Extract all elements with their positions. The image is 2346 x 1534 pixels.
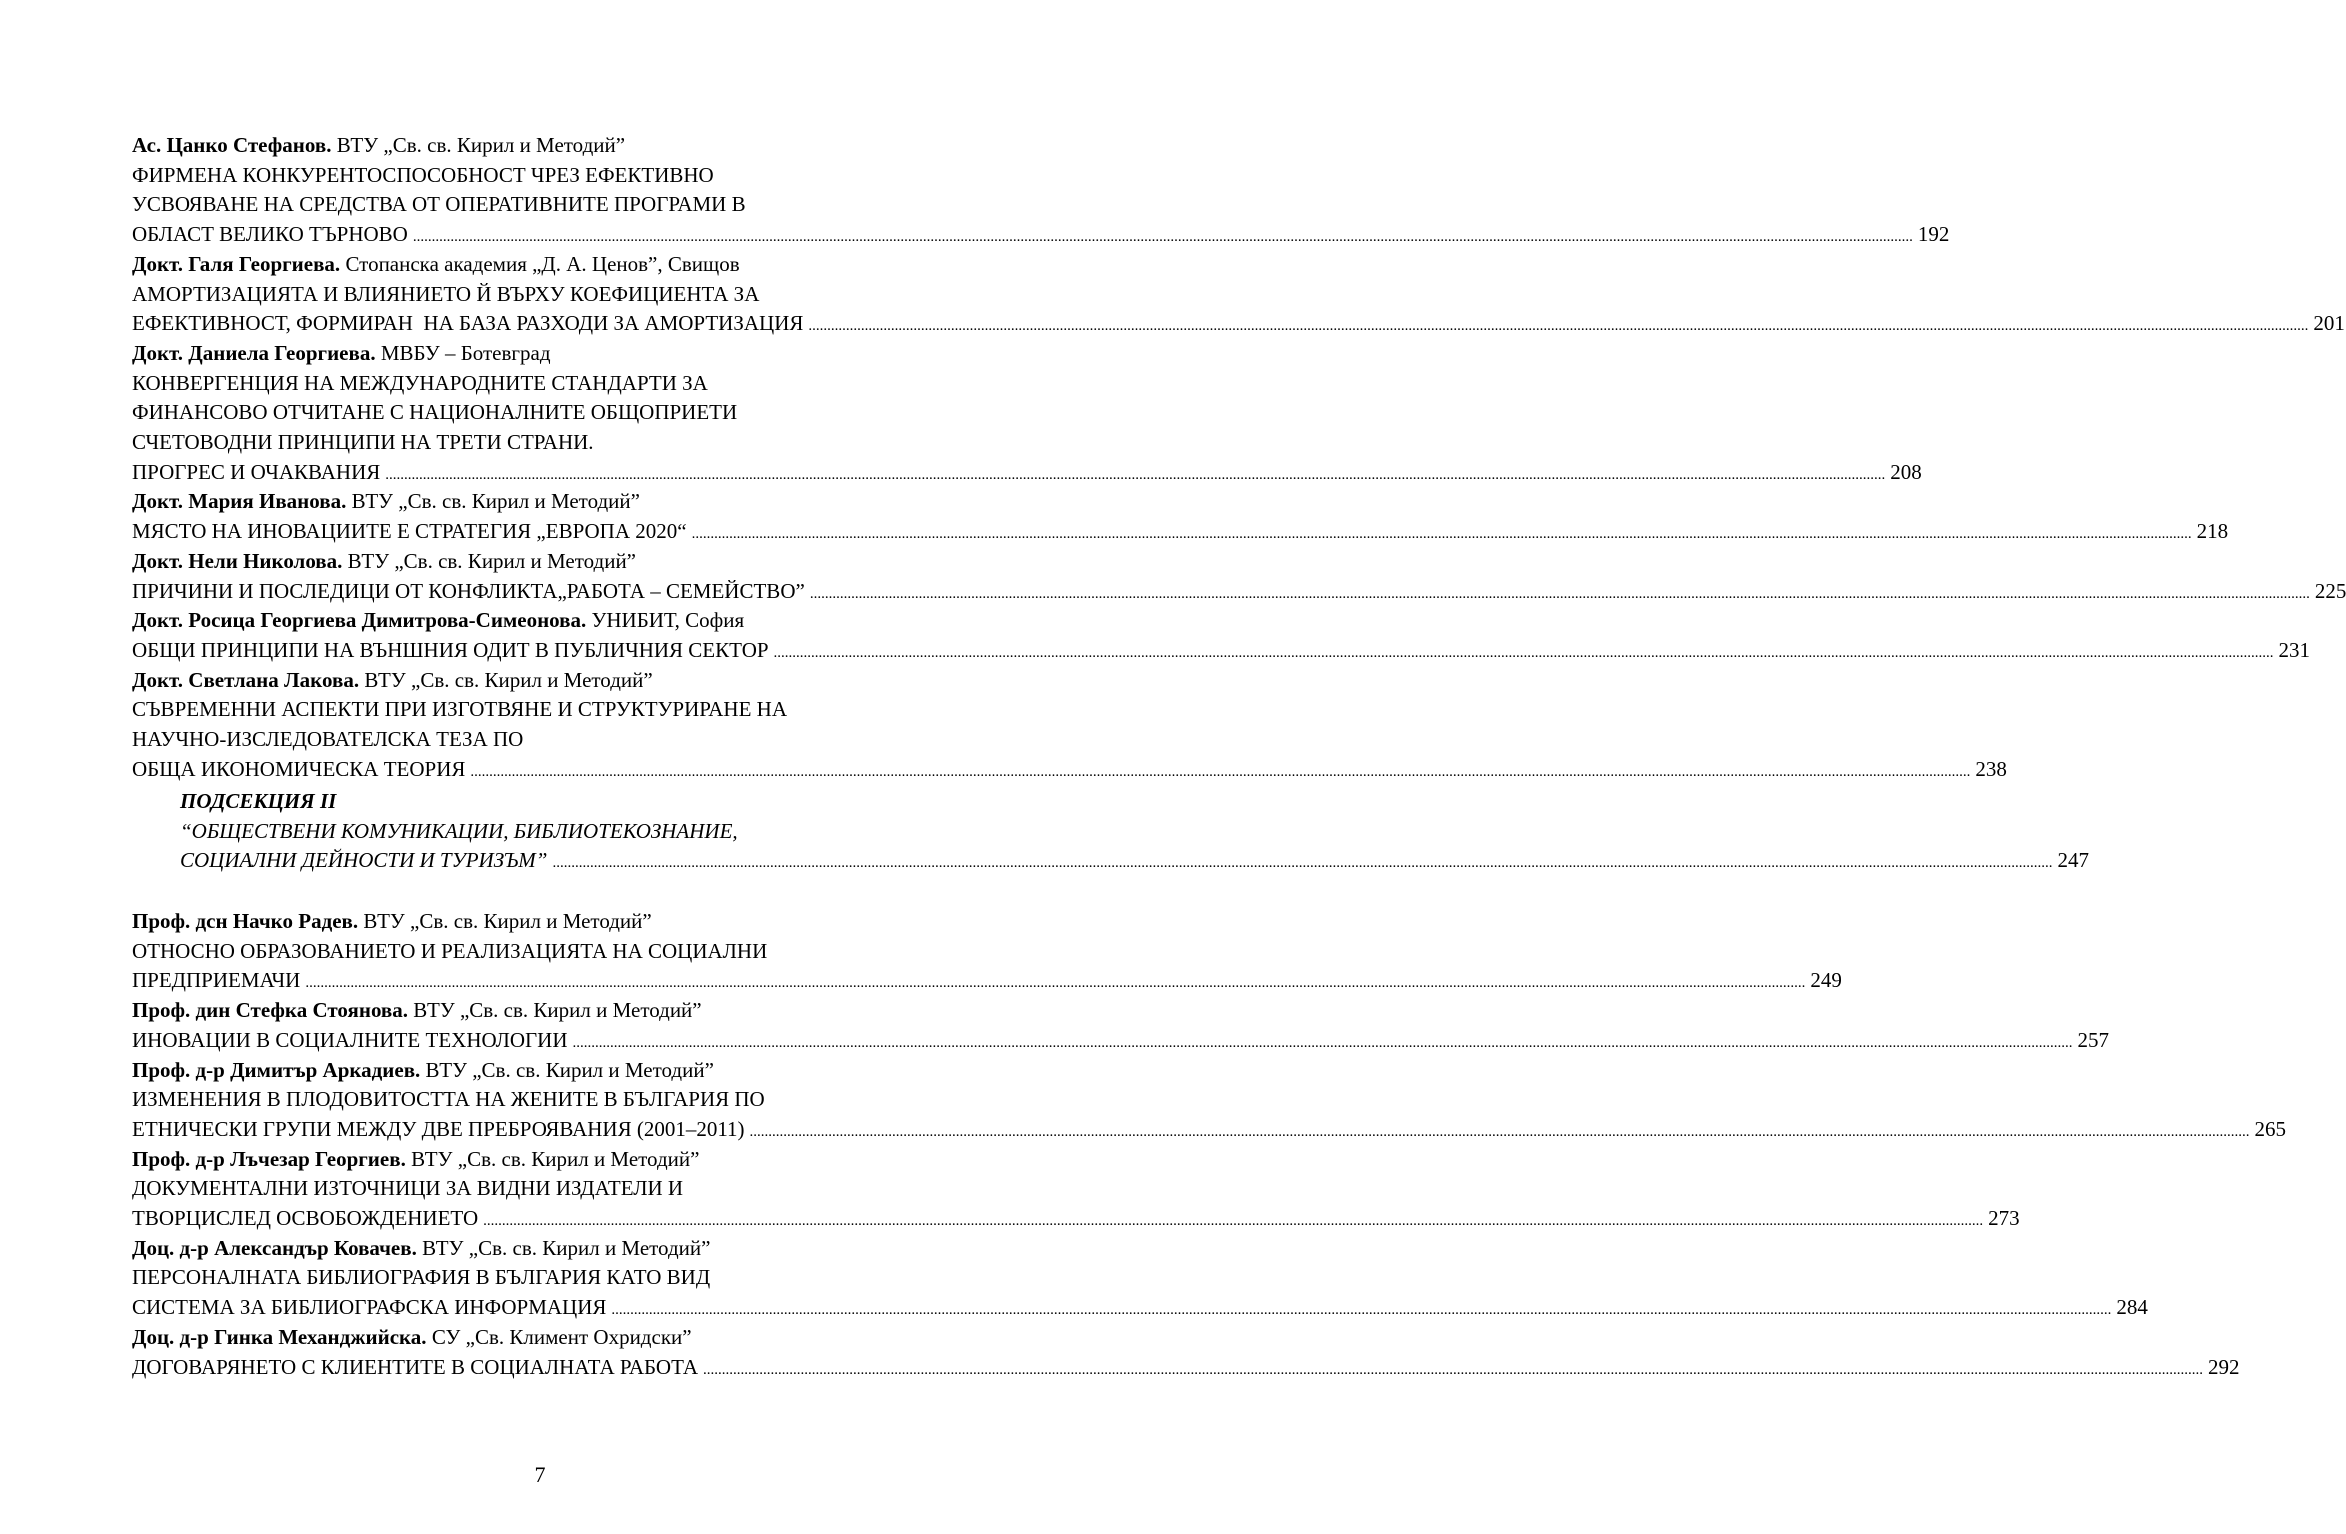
entry-title-line xyxy=(132,1114,2287,1144)
entry-title-line xyxy=(132,576,2346,606)
entry-title-line xyxy=(132,965,1842,995)
title-text: ОБЩА ИКОНОМИЧЕСКА ТЕОРИЯ xyxy=(132,756,466,781)
author-name: Докт. Нели Николова. xyxy=(132,548,343,573)
page-ref: 247 xyxy=(2057,848,2089,873)
title-text: АМОРТИЗАЦИЯТА И ВЛИЯНИЕТО Й ВЪРХУ КОЕФИЦИЕНТА ЗА xyxy=(132,281,760,306)
entry-title-line xyxy=(132,160,974,190)
entry-author-line xyxy=(132,665,974,695)
affiliation: ВТУ „Св. св. Кирил и Методий” xyxy=(359,667,653,692)
dot-leader: ................................................................................................................................................................................................................................................................................................................................................................................................................ xyxy=(305,975,1806,992)
entry-author-line xyxy=(132,249,974,279)
author-name: Доц. д-р Гинка Механджийска. xyxy=(132,1324,427,1349)
page-ref: 208 xyxy=(1890,459,1922,484)
entry-title-line xyxy=(132,1203,2020,1233)
entry-title-line xyxy=(132,694,974,724)
entry-title-line xyxy=(132,368,974,398)
author-name: Докт. Мария Иванова. xyxy=(132,489,347,514)
dot-leader: ................................................................................................................................................................................................................................................................................................................................................................................................................ xyxy=(808,318,2309,335)
title-text: ДОГОВАРЯНЕТО С КЛИЕНТИТЕ В СОЦИАЛНАТА РАБОТА xyxy=(132,1354,699,1379)
entry-title-line xyxy=(132,1352,2240,1382)
author-name: Проф. дсн Начко Радев. xyxy=(132,909,359,933)
author-name: Проф. д-р Лъчезар Георгиев. xyxy=(132,1146,406,1171)
title-text: ФИНАНСОВО ОТЧИТАНЕ С НАЦИОНАЛНИТЕ ОБЩОПРИЕТИ xyxy=(132,400,738,425)
title-text: КОНВЕРГЕНЦИЯ НА МЕЖДУНАРОДНИТЕ СТАНДАРТИ ЗА xyxy=(132,370,708,395)
dot-leader: ................................................................................................................................................................................................................................................................................................................................................................................................................ xyxy=(773,644,2274,661)
affiliation: ВТУ „Св. св. Кирил и Методий” xyxy=(346,489,640,514)
author-name: Докт. Галя Георгиева. xyxy=(132,251,341,276)
subsection-heading: ПОДСЕКЦИЯ II xyxy=(180,789,337,813)
entry-author-line xyxy=(132,1322,974,1352)
page-ref: 292 xyxy=(2208,1354,2240,1379)
entry-title-line xyxy=(132,1084,974,1114)
affiliation: Стопанска академия „Д. А. Ценов”, Свищов xyxy=(340,251,740,276)
entry-title-line xyxy=(132,936,974,966)
affiliation: УНИБИТ, София xyxy=(586,608,745,633)
dot-leader: ................................................................................................................................................................................................................................................................................................................................................................................................................ xyxy=(470,763,1971,780)
title-text: ФИРМЕНА КОНКУРЕНТОСПОСОБНОСТ ЧРЕЗ ЕФЕКТИВНО xyxy=(132,162,714,187)
dot-leader: ................................................................................................................................................................................................................................................................................................................................................................................................................ xyxy=(703,1361,2204,1378)
title-text: ПЕРСОНАЛНАТА БИБЛИОГРАФИЯ В БЪЛГАРИЯ КАТО ВИД xyxy=(132,1265,711,1290)
entry-title-line xyxy=(132,279,974,309)
page-ref: 265 xyxy=(2254,1116,2287,1141)
affiliation: ВТУ „Св. св. Кирил и Методий” xyxy=(358,909,652,933)
subsection-title-text: СОЦИАЛНИ ДЕЙНОСТИ И ТУРИЗЪМ” xyxy=(180,848,548,873)
title-text: ДОКУМЕНТАЛНИ ИЗТОЧНИЦИ ЗА ВИДНИ ИЗДАТЕЛИ И xyxy=(132,1176,684,1201)
page-ref: 273 xyxy=(1988,1206,2020,1230)
dot-leader: ................................................................................................................................................................................................................................................................................................................................................................................................................ xyxy=(809,585,2310,602)
page-ref: 231 xyxy=(2278,637,2311,662)
affiliation: МВБУ – Ботевград xyxy=(375,340,551,365)
entry-author-line xyxy=(132,995,974,1025)
entry-title-line xyxy=(132,1025,2109,1055)
entry-author-line xyxy=(132,1055,974,1085)
affiliation: ВТУ „Св. св. Кирил и Методий” xyxy=(405,1146,700,1171)
page-ref: 225 xyxy=(2314,578,2346,603)
title-text: СИСТЕМА ЗА БИБЛИОГРАФСКА ИНФОРМАЦИЯ xyxy=(132,1295,607,1320)
entry-title-line xyxy=(132,1292,2148,1322)
affiliation: ВТУ „Св. св. Кирил и Методий” xyxy=(408,998,702,1023)
entry-title-line xyxy=(132,219,1950,249)
dot-leader: ................................................................................................................................................................................................................................................................................................................................................................................................................ xyxy=(691,526,2192,543)
dot-leader: ................................................................................................................................................................................................................................................................................................................................................................................................................ xyxy=(412,229,1913,246)
entry-title-line xyxy=(132,724,974,754)
affiliation: ВТУ „Св. св. Кирил и Методий” xyxy=(342,548,637,573)
title-text: ИНОВАЦИИ В СОЦИАЛНИТЕ ТЕХНОЛОГИИ xyxy=(132,1027,568,1052)
entry-title-line xyxy=(132,635,2311,665)
author-name: Доц. д-р Александър Ковачев. xyxy=(132,1235,417,1260)
page-ref: 201 xyxy=(2313,311,2345,336)
title-text: ПРОГРЕС И ОЧАКВАНИЯ xyxy=(132,459,381,484)
page-number: 7 xyxy=(534,1462,546,1487)
entry-author-line xyxy=(132,1144,974,1174)
dot-leader: ................................................................................................................................................................................................................................................................................................................................................................................................................ xyxy=(572,1034,2073,1051)
subsection-title-line xyxy=(180,816,974,846)
affiliation: ВТУ „Св. св. Кирил и Методий” xyxy=(420,1057,714,1082)
entry-author-line xyxy=(132,605,974,635)
author-name: Проф. дин Стефка Стоянова. xyxy=(132,998,409,1023)
entry-author-line xyxy=(132,130,974,160)
entry-title-line xyxy=(132,308,2345,338)
page-ref: 284 xyxy=(2116,1295,2148,1320)
affiliation: ВТУ „Св. св. Кирил и Методий” xyxy=(416,1235,711,1260)
title-text: ИЗМЕНЕНИЯ В ПЛОДОВИТОСТТА НА ЖЕНИТЕ В БЪЛГАРИЯ ПО xyxy=(132,1087,765,1112)
author-name: Докт. Росица Георгиева Димитрова-Симеонова. xyxy=(132,608,587,633)
page-ref: 218 xyxy=(2196,519,2229,544)
title-text: ПРИЧИНИ И ПОСЛЕДИЦИ ОТ КОНФЛИКТА„РАБОТА – СЕМЕЙСТВО” xyxy=(132,578,805,603)
subsection-title-line xyxy=(180,845,2089,875)
author-name: Докт. Светлана Лакова. xyxy=(132,667,360,692)
dot-leader: ................................................................................................................................................................................................................................................................................................................................................................................................................ xyxy=(483,1213,1984,1229)
entry-title-line xyxy=(132,1173,974,1203)
entry-title-line xyxy=(132,754,2007,784)
title-text: СЪВРЕМЕННИ АСПЕКТИ ПРИ ИЗГОТВЯНЕ И СТРУКТУРИРАНЕ НА xyxy=(132,697,788,722)
title-text: ПРЕДПРИЕМАЧИ xyxy=(132,968,301,993)
page-ref: 238 xyxy=(1975,756,2007,781)
entry-title-line xyxy=(132,516,2229,546)
page-ref: 192 xyxy=(1917,222,1950,247)
page-ref: 257 xyxy=(2077,1027,2109,1052)
title-text: НАУЧНО-ИЗСЛЕДОВАТЕЛСКА ТЕЗА ПО xyxy=(132,727,524,751)
author-name: Ас. Цанко Стефанов. xyxy=(132,133,332,157)
title-text: ОБЛАСТ ВЕЛИКО ТЪРНОВО xyxy=(132,222,408,247)
title-text: ОТНОСНО ОБРАЗОВАНИЕТО И РЕАЛИЗАЦИЯТА НА СОЦИАЛНИ xyxy=(132,938,768,963)
title-text: МЯСТО НА ИНОВАЦИИТЕ Е СТРАТЕГИЯ „ЕВРОПА 2020“ xyxy=(132,519,687,544)
affiliation: СУ „Св. Климент Охридски” xyxy=(426,1324,692,1349)
dot-leader: ................................................................................................................................................................................................................................................................................................................................................................................................................ xyxy=(611,1302,2112,1319)
subsection-title-text: “ОБЩЕСТВЕНИ КОМУНИКАЦИИ, БИБЛИОТЕКОЗНАНИЕ, xyxy=(180,818,738,843)
entry-author-line xyxy=(132,486,974,516)
author-name: Докт. Даниела Георгиева. xyxy=(132,340,376,365)
entry-author-line xyxy=(132,546,974,576)
dot-leader: ................................................................................................................................................................................................................................................................................................................................................................................................................ xyxy=(385,466,1886,483)
entry-title-line xyxy=(132,189,974,219)
title-text: ЕФЕКТИВНОСТ, ФОРМИРАН НА БАЗА РАЗХОДИ ЗА АМОРТИЗАЦИЯ xyxy=(132,311,804,336)
entry-author-line xyxy=(132,1233,974,1263)
title-text: СЧЕТОВОДНИ ПРИНЦИПИ НА ТРЕТИ СТРАНИ. xyxy=(132,430,594,454)
title-text: ЕТНИЧЕСКИ ГРУПИ МЕЖДУ ДВЕ ПРЕБРОЯВАНИЯ (2001–2011) xyxy=(132,1116,745,1141)
entry-title-line xyxy=(132,427,974,457)
entry-author-line xyxy=(132,906,974,936)
dot-leader: ................................................................................................................................................................................................................................................................................................................................................................................................................ xyxy=(552,855,2053,872)
title-text: ОБЩИ ПРИНЦИПИ НА ВЪНШНИЯ ОДИТ В ПУБЛИЧНИЯ СЕКТОР xyxy=(132,637,769,662)
author-name: Проф. д-р Димитър Аркадиев. xyxy=(132,1057,421,1082)
dot-leader: ................................................................................................................................................................................................................................................................................................................................................................................................................ xyxy=(749,1123,2250,1140)
entry-author-line xyxy=(132,338,974,368)
title-text: ТВОРЦИСЛЕД ОСВОБОЖДЕНИЕТО xyxy=(132,1206,479,1230)
entry-title-line xyxy=(132,397,974,427)
page-ref: 249 xyxy=(1810,968,1842,993)
entry-title-line xyxy=(132,457,1922,487)
affiliation: ВТУ „Св. св. Кирил и Методий” xyxy=(331,133,626,157)
entry-title-line xyxy=(132,1262,974,1292)
title-text: УСВОЯВАНЕ НА СРЕДСТВА ОТ ОПЕРАТИВНИТЕ ПРОГРАМИ В xyxy=(132,192,746,217)
